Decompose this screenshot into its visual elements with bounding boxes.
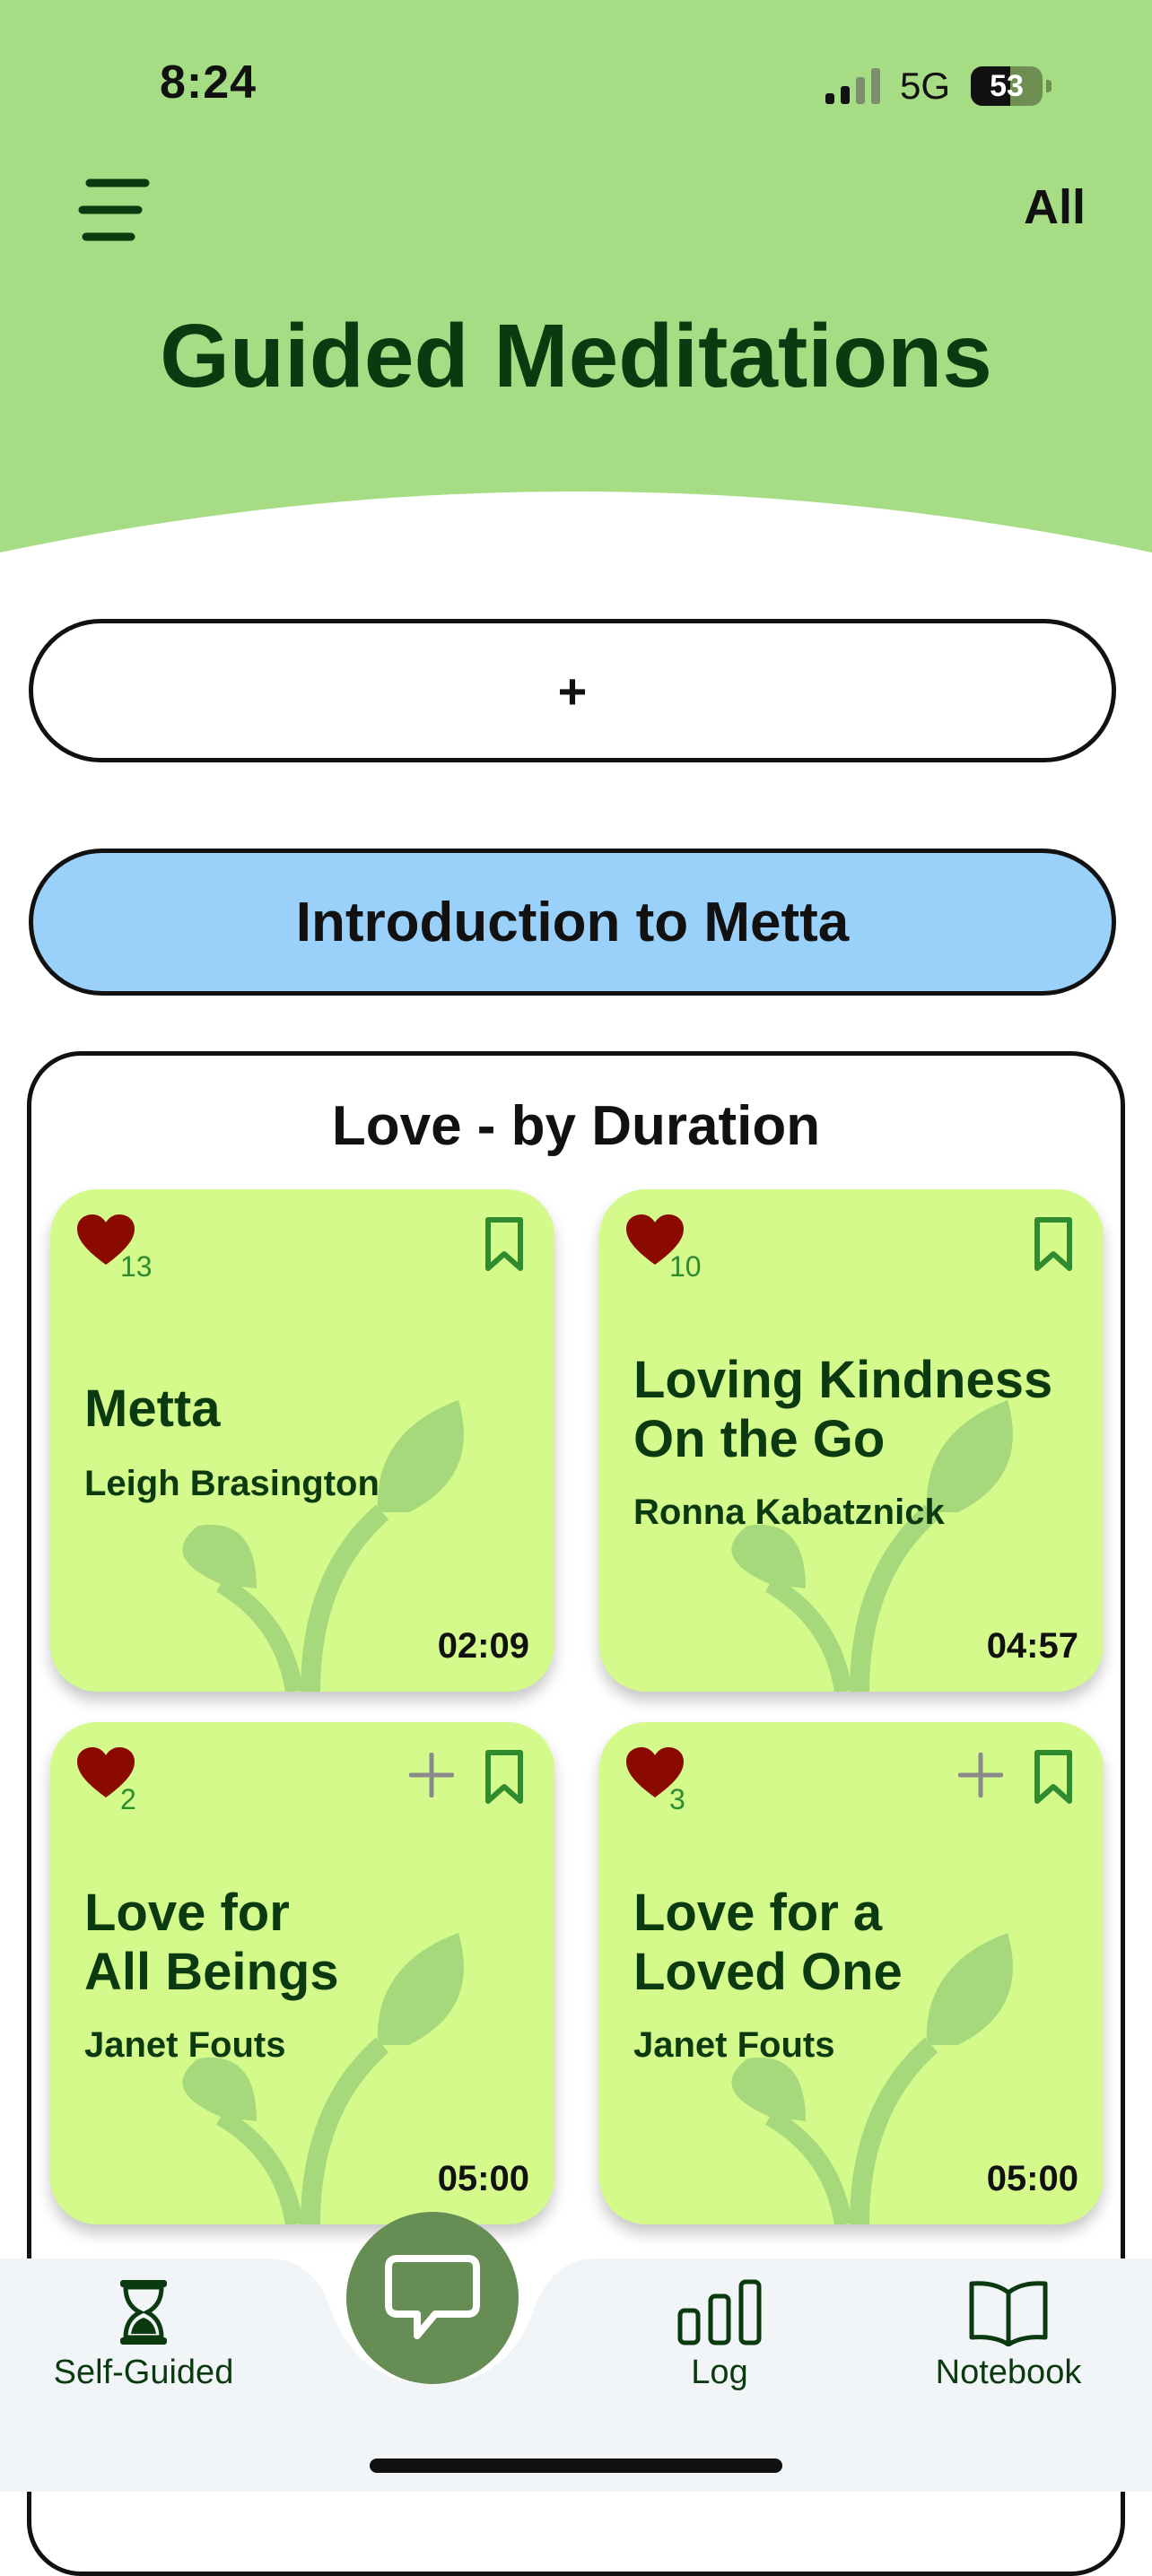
card-author: Ronna Kabatznick <box>633 1493 945 1532</box>
card-duration: 05:00 <box>986 2159 1078 2198</box>
add-button[interactable]: + <box>29 619 1116 762</box>
meditation-card[interactable] <box>599 1722 1104 2224</box>
menu-icon <box>77 176 153 244</box>
card-duration: 04:57 <box>986 1626 1078 1666</box>
tab-notebook[interactable] <box>892 2278 1125 2392</box>
like-count: 13 <box>120 1250 153 1283</box>
filter-all-button[interactable]: All <box>1023 180 1086 234</box>
like-count: 2 <box>120 1783 136 1815</box>
like-count: 3 <box>669 1783 685 1815</box>
page-title: Guided Meditations <box>160 306 992 406</box>
section-title: Love - by Duration <box>331 1095 821 1157</box>
book-icon <box>968 2278 1049 2346</box>
tab-label: Self-Guided <box>53 2354 234 2391</box>
card-author: Janet Fouts <box>84 2025 286 2065</box>
network-type: 5G <box>900 65 951 107</box>
card-author: Janet Fouts <box>633 2025 835 2065</box>
tab-label: Log <box>691 2354 748 2391</box>
card-title: Loving Kindness On the Go <box>633 1351 1053 1468</box>
tab-log[interactable] <box>603 2278 836 2392</box>
bar-chart-icon <box>676 2278 763 2346</box>
bookmark-icon[interactable] <box>484 1216 524 1272</box>
card-title: Metta <box>84 1379 221 1438</box>
menu-button[interactable] <box>77 176 153 244</box>
card-duration: 02:09 <box>437 1626 529 1666</box>
chat-button[interactable] <box>346 2212 519 2384</box>
tab-self-guided[interactable] <box>27 2278 260 2392</box>
like-count: 10 <box>669 1250 702 1283</box>
bookmark-icon[interactable] <box>1034 1749 1073 1805</box>
add-icon[interactable] <box>409 1753 454 1797</box>
battery-level: 53 <box>990 69 1024 103</box>
meditation-card[interactable] <box>599 1189 1104 1692</box>
battery-icon <box>971 66 1052 106</box>
card-title: Love for a Loved One <box>633 1884 903 2001</box>
meditation-card[interactable] <box>50 1722 554 2224</box>
chat-bubble-icon <box>383 2253 482 2343</box>
card-duration: 05:00 <box>437 2159 529 2198</box>
meditation-card[interactable] <box>50 1189 554 1692</box>
status-time: 8:24 <box>160 57 257 109</box>
signal-icon <box>825 68 883 104</box>
add-icon[interactable] <box>958 1753 1003 1797</box>
card-title: Love for All Beings <box>84 1884 339 2001</box>
home-indicator <box>370 2459 782 2473</box>
hourglass-icon <box>117 2278 170 2346</box>
bookmark-icon[interactable] <box>1034 1216 1073 1272</box>
intro-to-metta-button[interactable]: Introduction to Metta <box>29 849 1116 996</box>
card-author: Leigh Brasington <box>84 1464 380 1503</box>
bookmark-icon[interactable] <box>484 1749 524 1805</box>
tab-label: Notebook <box>935 2354 1082 2391</box>
